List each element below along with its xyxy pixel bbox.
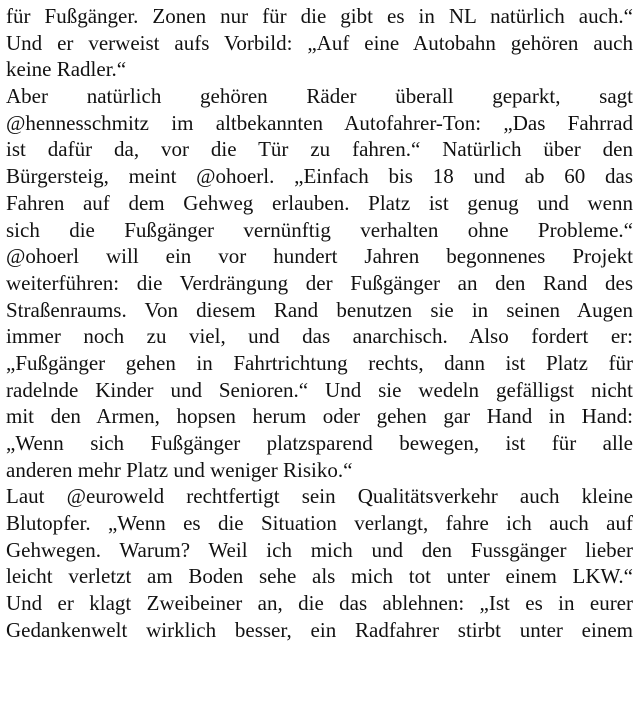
text-line: weiterführen: die Verdrängung der Fußgänger an den Rand des bbox=[6, 270, 633, 295]
text-line: Laut @euroweld rechtfertigt sein Qualitätsverkehr auch kleine bbox=[6, 484, 633, 509]
text-line: sich die Fußgänger vernünftig verhalten ohne Probleme.“ bbox=[6, 217, 633, 242]
text-line: Blutopfer. „Wenn es die Situation verlangt, fahre ich auch auf bbox=[6, 511, 633, 536]
text-line: Bürgersteig, meint @ohoerl. „Einfach bis 18 und ab 60 das bbox=[6, 164, 633, 189]
text-line: Und er klagt Zweibeiner an, die das ablehnen: „Ist es in eurer bbox=[6, 591, 633, 616]
text-line: Fahren auf dem Gehweg erlauben. Platz ist genug und wenn bbox=[6, 190, 633, 215]
text-line: immer noch zu viel, und das anarchisch. Also fordert er: bbox=[6, 324, 633, 349]
text-line: keine Radler.“ bbox=[6, 57, 127, 82]
text-line: Straßenraums. Von diesem Rand benutzen sie in seinen Augen bbox=[6, 297, 633, 322]
text-line: anderen mehr Platz und weniger Risiko.“ bbox=[6, 457, 353, 482]
text-line: radelnde Kinder und Senioren.“ Und sie wedeln gefälligst nicht bbox=[6, 377, 633, 402]
text-line: für Fußgänger. Zonen nur für die gibt es in NL natürlich auch.“ bbox=[6, 4, 633, 28]
text-line: Gedankenwelt wirklich besser, ein Radfahrer stirbt unter einem bbox=[6, 617, 633, 642]
text-line: Aber natürlich gehören Räder überall geparkt, sagt bbox=[6, 84, 633, 109]
text-line: leicht verletzt am Boden sehe als mich tot unter einem LKW.“ bbox=[6, 564, 633, 589]
document-body bbox=[6, 3, 633, 644]
text-line: mit den Armen, hopsen herum oder gehen gar Hand in Hand: bbox=[6, 404, 633, 429]
text-line: Gehwegen. Warum? Weil ich mich und den Fussgänger lieber bbox=[6, 537, 633, 562]
text-line: „Fußgänger gehen in Fahrtrichtung rechts, dann ist Platz für bbox=[6, 350, 633, 375]
text-line: @ohoerl will ein vor hundert Jahren begonnenes Projekt bbox=[6, 244, 633, 269]
text-line: @hennesschmitz im altbekannten Autofahrer-Ton: „Das Fahrrad bbox=[6, 110, 633, 135]
text-line: Und er verweist aufs Vorbild: „Auf eine Autobahn gehören auch bbox=[6, 30, 633, 55]
text-line: ist dafür da, vor die Tür zu fahren.“ Natürlich über den bbox=[6, 137, 633, 162]
text-line: „Wenn sich Fußgänger platzsparend bewegen, ist für alle bbox=[6, 431, 633, 455]
